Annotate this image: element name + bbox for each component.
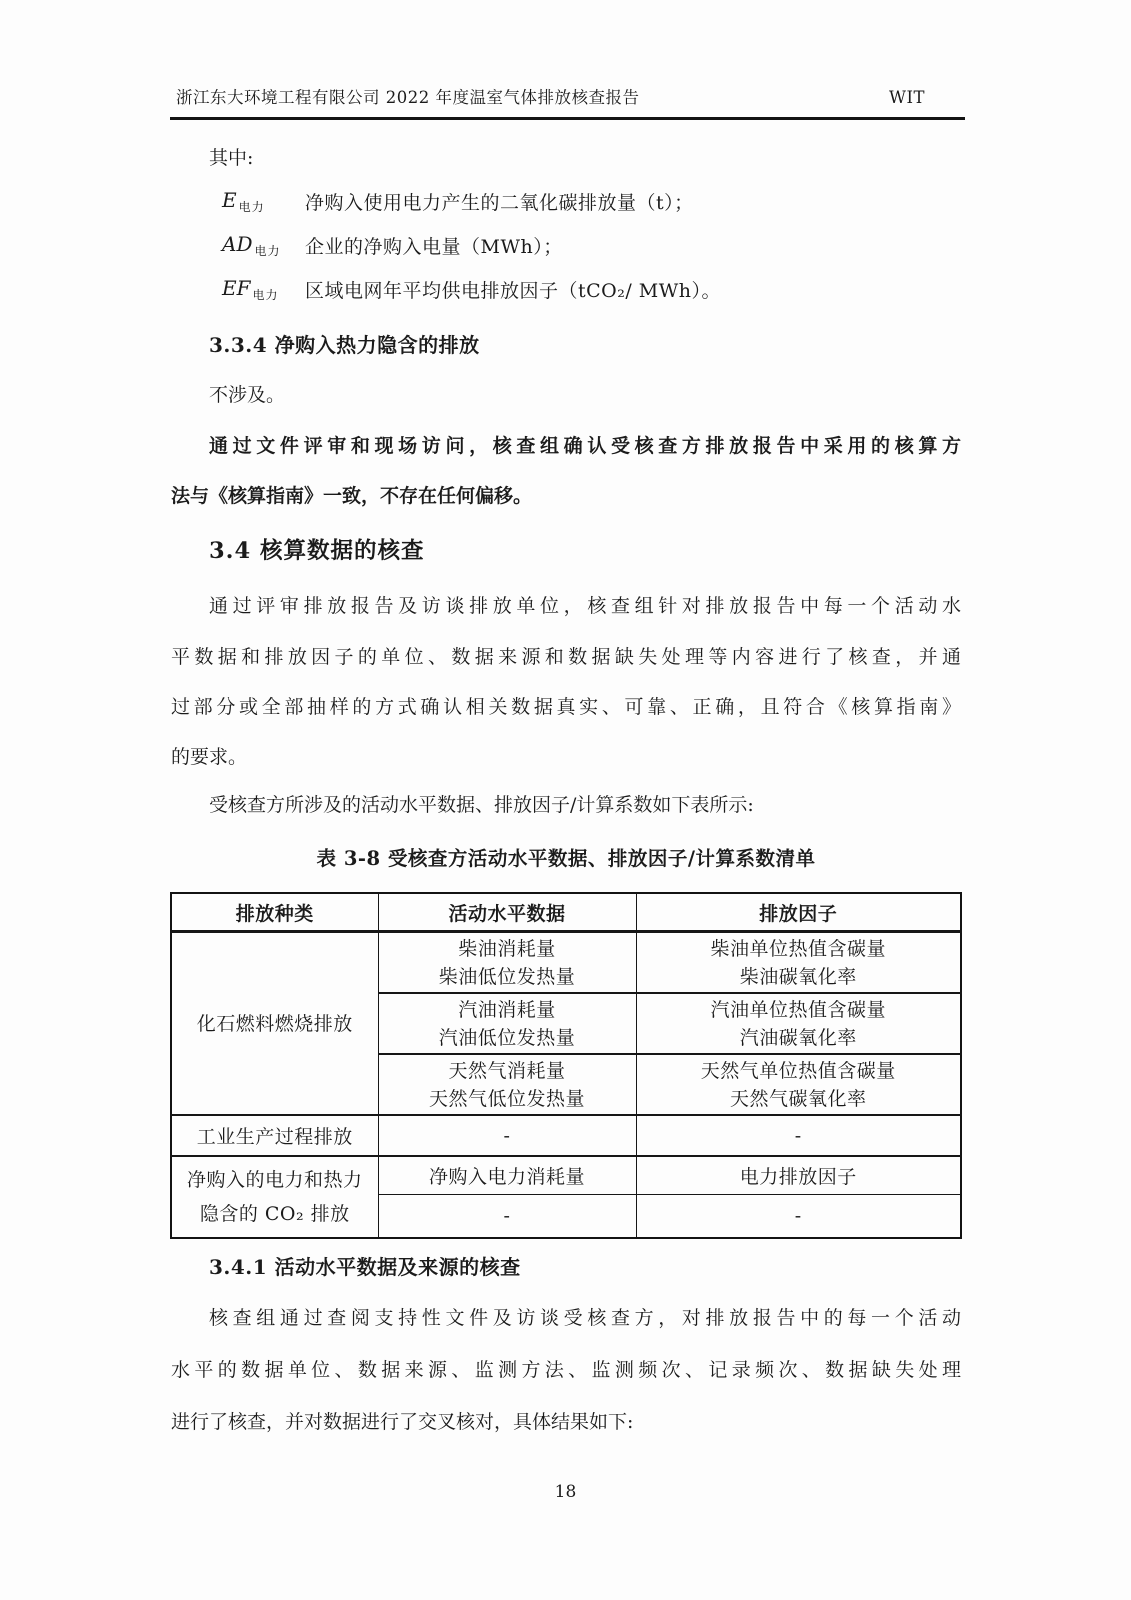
- definition-subscript: 电力: [238, 200, 265, 214]
- paragraph-line: 进行了核查，并对数据进行了交叉核对，具体结果如下:: [171, 1411, 634, 1433]
- definition-subscript: 电力: [254, 244, 281, 258]
- paragraph-line: 核查组通过查阅支持性文件及访谈受核查方，对排放报告中的每一个活动: [209, 1307, 961, 1329]
- cell-factor-electricity-dash: -: [636, 1195, 961, 1239]
- cell-activity-industrial: -: [378, 1115, 636, 1156]
- cell-line: 汽油单位热值含碳量: [710, 998, 886, 1021]
- definition-description: 企业的净购入电量（MWh）；: [305, 236, 563, 258]
- heading-3-4-1: 3.4.1 活动水平数据及来源的核查: [209, 1255, 521, 1279]
- paragraph-line: 平数据和排放因子的单位、数据来源和数据缺失处理等内容进行了核查，并通: [171, 646, 961, 668]
- column-header-emission-factor: 排放因子: [636, 893, 961, 932]
- cell-line: 天然气单位热值含碳量: [700, 1059, 896, 1082]
- cell-activity-electricity-dash: -: [378, 1195, 636, 1239]
- definition-description: 净购入使用电力产生的二氧化碳排放量（t）；: [305, 192, 694, 214]
- column-header-emission-type: 排放种类: [171, 893, 378, 932]
- definition-row-ad: [222, 232, 563, 259]
- definition-row-e: [222, 188, 694, 215]
- cell-line: 柴油碳氧化率: [739, 965, 857, 988]
- definition-symbol: E $_{电力}$: [222, 188, 265, 214]
- cell-line: 净购入的电力和热力: [186, 1169, 363, 1191]
- header-title: 浙江东大环境工程有限公司 2022 年度温室气体排放核查报告: [176, 88, 640, 107]
- table-row-diesel: [171, 932, 961, 994]
- definition-symbol: AD $_{电力}$: [222, 232, 281, 258]
- header-right-mark: WIT: [889, 88, 925, 107]
- header-rule: [170, 117, 965, 120]
- cell-factor-natural-gas: [636, 1054, 961, 1115]
- cell-activity-diesel: [378, 932, 636, 994]
- table-header-row: [171, 893, 961, 932]
- where-lead: 其中:: [209, 147, 254, 169]
- cell-factor-electricity: 电力排放因子: [636, 1156, 961, 1195]
- cell-line: 天然气碳氧化率: [729, 1087, 867, 1110]
- activity-data-table: [170, 892, 962, 1239]
- conclusion-line: 通过文件评审和现场访问，核查组确认受核查方排放报告中采用的核算方: [209, 435, 961, 457]
- cell-factor-gasoline: [636, 993, 961, 1054]
- cell-line: 柴油低位发热量: [438, 965, 576, 988]
- cell-factor-industrial: -: [636, 1115, 961, 1156]
- definition-row-ef: [222, 276, 721, 303]
- table-caption: 表 3-8 受核查方活动水平数据、排放因子/计算系数清单: [316, 847, 816, 870]
- cell-activity-gasoline: [378, 993, 636, 1054]
- table-row-industrial: [171, 1115, 961, 1156]
- cell-line: 汽油低位发热量: [438, 1026, 576, 1049]
- definition-description: 区域电网年平均供电排放因子（tCO₂/ MWh）。: [305, 280, 722, 302]
- column-header-activity-data: 活动水平数据: [378, 893, 636, 932]
- not-involved-text: 不涉及。: [209, 384, 286, 406]
- heading-3-4: 3.4 核算数据的核查: [209, 538, 425, 564]
- cell-category-electricity: [171, 1156, 378, 1238]
- cell-category-industrial: 工业生产过程排放: [171, 1115, 378, 1156]
- cell-line: 汽油碳氧化率: [739, 1026, 857, 1049]
- cell-line: 汽油消耗量: [458, 998, 556, 1021]
- table-row-electricity: [171, 1156, 961, 1195]
- conclusion-line: 法与《核算指南》一致，不存在任何偏移。: [171, 485, 533, 507]
- page-number: 18: [554, 1482, 577, 1502]
- cell-line: 天然气低位发热量: [428, 1087, 585, 1110]
- cell-category-fossil: 化石燃料燃烧排放: [171, 932, 378, 1116]
- paragraph-line: 水平的数据单位、数据来源、监测方法、监测频次、记录频次、数据缺失处理: [171, 1359, 961, 1381]
- cell-activity-electricity: 净购入电力消耗量: [378, 1156, 636, 1195]
- heading-3-3-4: 3.3.4 净购入热力隐含的排放: [209, 333, 480, 357]
- cell-line: 天然气消耗量: [448, 1059, 566, 1082]
- cell-line: 柴油单位热值含碳量: [710, 937, 886, 960]
- cell-activity-natural-gas: [378, 1054, 636, 1115]
- definition-symbol: EF $_{电力}$: [222, 276, 279, 302]
- definition-subscript: 电力: [252, 288, 279, 302]
- paragraph-line: 过部分或全部抽样的方式确认相关数据真实、可靠、正确，且符合《核算指南》: [171, 696, 961, 718]
- table-intro-line: 受核查方所涉及的活动水平数据、排放因子/计算系数如下表所示:: [209, 794, 754, 816]
- paragraph-line: 通过评审排放报告及访谈排放单位，核查组针对排放报告中每一个活动水: [209, 595, 961, 617]
- paragraph-line: 的要求。: [171, 746, 248, 768]
- cell-line: 隐含的 CO₂ 排放: [199, 1203, 350, 1225]
- cell-factor-diesel: [636, 932, 961, 994]
- cell-line: 柴油消耗量: [458, 937, 556, 960]
- page-header: [176, 84, 925, 108]
